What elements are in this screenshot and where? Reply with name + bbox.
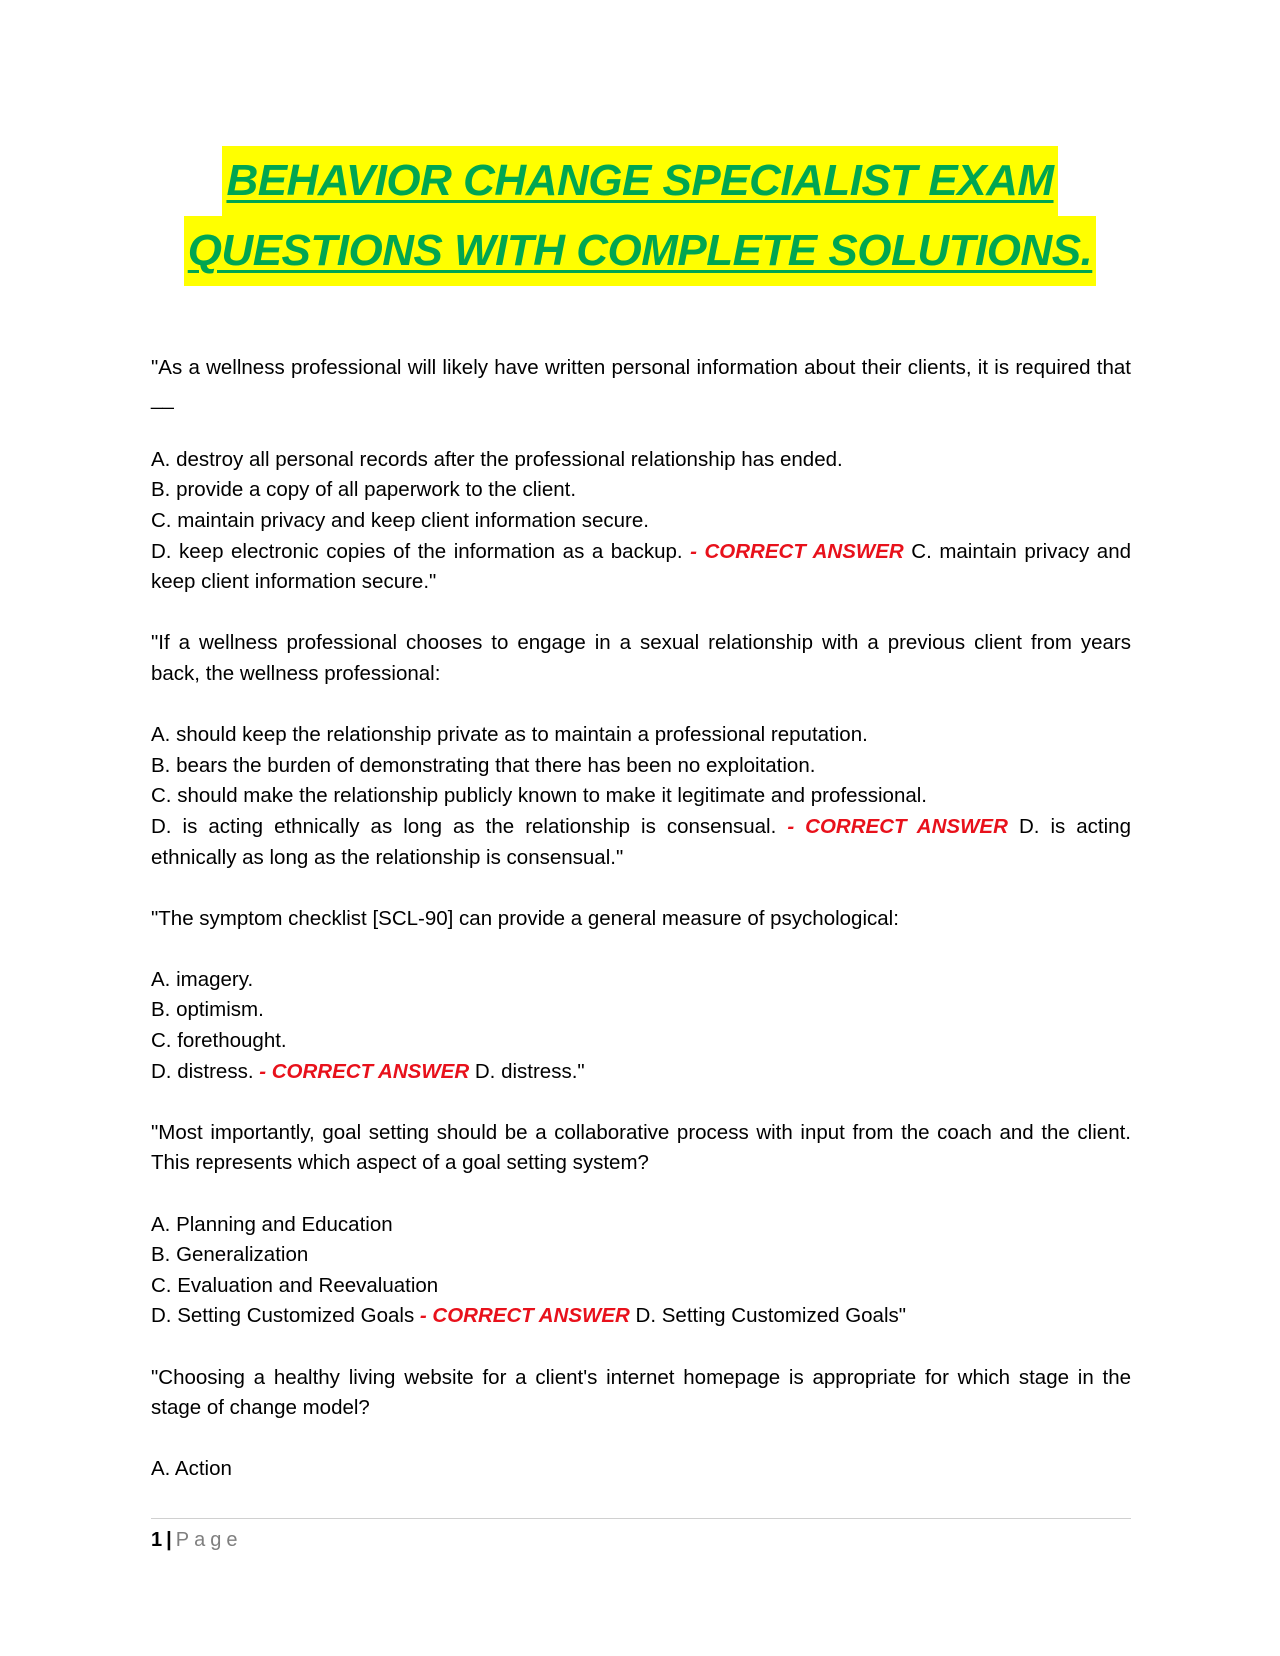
question-block: [151, 1363, 1131, 1485]
option-c: C. Evaluation and Reevaluation: [151, 1273, 439, 1297]
option-b: B. optimism.: [151, 998, 264, 1022]
correct-answer-tag: - CORRECT ANSWER: [787, 814, 1008, 838]
option-d-with-answer: [151, 812, 1131, 873]
question-block: [151, 628, 1131, 873]
option-a: A. should keep the relationship private as to maintain a professional reputation.: [151, 723, 868, 747]
title-line-1: BEHAVIOR CHANGE SPECIALIST EXAM: [222, 146, 1057, 216]
title-line-2: QUESTIONS WITH COMPLETE SOLUTIONS.: [184, 216, 1097, 286]
correct-answer-text: C. maintain privacy and keep client information secure.": [151, 539, 1132, 594]
correct-answer-tag: - CORRECT ANSWER: [259, 1059, 470, 1083]
option-b: B. Generalization: [151, 1243, 309, 1267]
option-d-with-answer: [151, 537, 1131, 598]
options-list: [151, 445, 1131, 598]
correct-answer-tag: - CORRECT ANSWER: [690, 539, 904, 563]
footer-separator: |: [166, 1529, 172, 1551]
question-block: [151, 904, 1131, 1088]
question-block: [151, 353, 1131, 598]
option-d-with-answer: [151, 1301, 1131, 1332]
option-c: C. should make the relationship publicly known to make it legitimate and professional.: [151, 784, 927, 808]
option-b: B. bears the burden of demonstrating that there has been no exploitation.: [151, 753, 816, 777]
option-a: A. Action: [151, 1457, 232, 1481]
option-c: C. forethought.: [151, 1029, 287, 1053]
correct-answer-text: D. Setting Customized Goals": [635, 1304, 907, 1328]
options-list: [151, 1210, 1131, 1332]
footer-divider: [151, 1518, 1131, 1519]
option-a: A. Planning and Education: [151, 1212, 393, 1236]
question-prompt: "Choosing a healthy living website for a client's internet homepage is appropriate for which stage in the stage of change model?: [151, 1365, 1131, 1420]
options-list: [151, 720, 1131, 873]
option-c: C. maintain privacy and keep client information secure.: [151, 508, 649, 532]
option-d: D. is acting ethnically as long as the relationship is consensual.: [151, 814, 777, 838]
options-list: [151, 965, 1131, 1087]
document-title: [120, 146, 1160, 286]
question-prompt: "If a wellness professional chooses to engage in a sexual relationship with a previous client from years back, the wellness professional:: [151, 631, 1131, 685]
option-d: D. Setting Customized Goals: [151, 1304, 415, 1328]
option-a: A. destroy all personal records after the professional relationship has ended.: [151, 447, 843, 471]
correct-answer-text: D. is acting ethnically as long as the relationship is consensual.": [151, 814, 1131, 869]
questions-section: [151, 353, 1131, 1516]
page-label: Page: [175, 1529, 243, 1551]
question-prompt: "The symptom checklist [SCL-90] can provide a general measure of psychological:: [151, 906, 899, 930]
options-list: [151, 1454, 1131, 1485]
question-prompt: "Most importantly, goal setting should be a collaborative process with input from the coach and the client. This represents which aspect of a goal setting system?: [151, 1120, 1131, 1175]
option-d-with-answer: [151, 1057, 1131, 1088]
option-b: B. provide a copy of all paperwork to the client.: [151, 478, 577, 502]
correct-answer-tag: - CORRECT ANSWER: [419, 1304, 630, 1328]
correct-answer-text: D. distress.": [474, 1059, 585, 1083]
option-d: D. keep electronic copies of the information as a backup.: [151, 539, 683, 563]
page-footer: [151, 1526, 242, 1554]
question-prompt: "As a wellness professional will likely have written personal information about their clients, it is required that __: [151, 356, 1131, 410]
question-block: [151, 1118, 1131, 1332]
option-a: A. imagery.: [151, 967, 254, 991]
page-number: 1: [151, 1529, 163, 1551]
option-d: D. distress.: [151, 1059, 254, 1083]
